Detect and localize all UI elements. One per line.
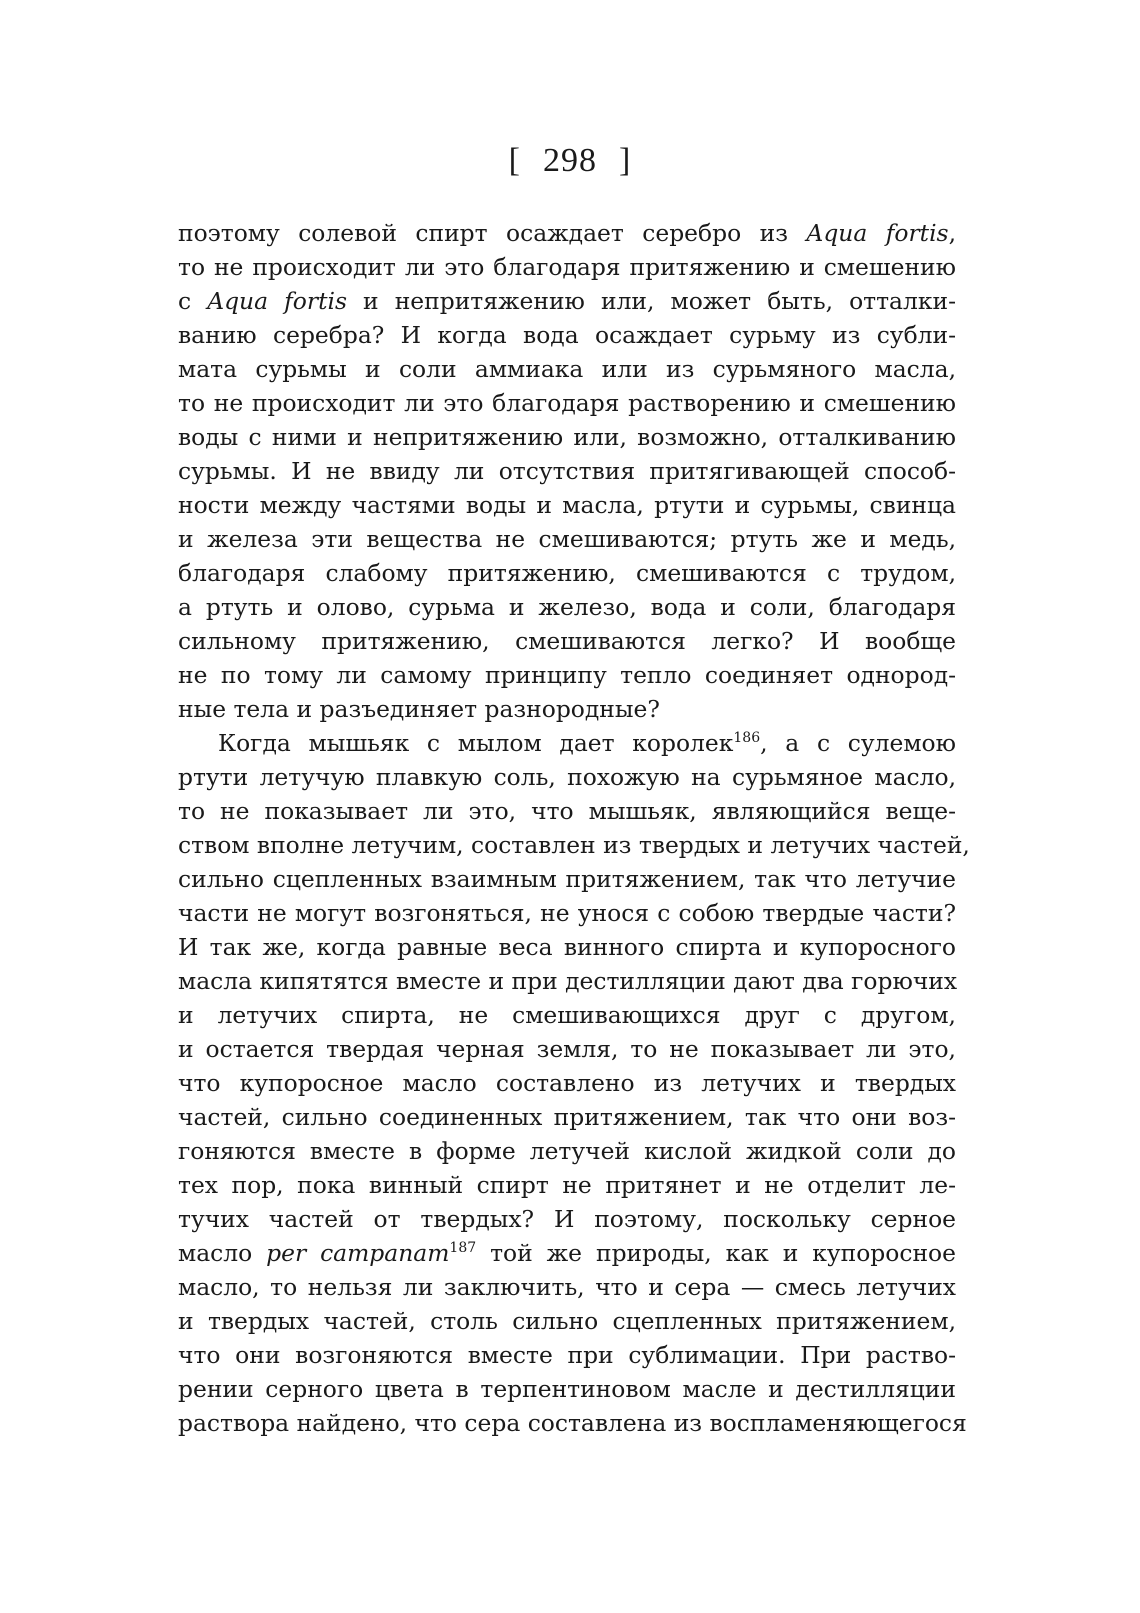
paragraph-1 bbox=[178, 216, 956, 726]
text-line: ртути летучую плавкую соль, похожую на сурьмяное масло, bbox=[178, 763, 956, 791]
text-line: частей, сильно соединенных притяжением, так что они воз- bbox=[178, 1103, 956, 1131]
text-line: мата сурьмы и соли аммиака или из сурьмяного масла, bbox=[178, 355, 956, 383]
footnote-marker-187[interactable]: 187 bbox=[449, 1240, 477, 1257]
text-line: и твердых частей, столь сильно сцепленных притяжением, bbox=[178, 1307, 956, 1335]
text-line: сильному притяжению, смешиваются легко? И вообще bbox=[178, 627, 956, 655]
text-line: масла кипятятся вместе и при дестилляции дают два горючих bbox=[178, 967, 958, 995]
text-line: и остается твердая черная земля, то не показывает ли это, bbox=[178, 1035, 956, 1063]
paragraph-2 bbox=[178, 726, 970, 1440]
page-number-value: 298 bbox=[543, 142, 597, 179]
body-text bbox=[178, 216, 970, 1440]
text-line: и летучих спирта, не смешивающихся друг с другом, bbox=[178, 1001, 956, 1029]
text-line: что купоросное масло составлено из летучих и твердых bbox=[178, 1069, 956, 1097]
text-line: сильно сцепленных взаимным притяжением, так что летучие bbox=[178, 865, 956, 893]
italic-term: Aqua fortis bbox=[806, 219, 949, 247]
text-line: ством вполне летучим, составлен из твердых и летучих частей, bbox=[178, 831, 970, 859]
text-line: И так же, когда равные веса винного спирта и купоросного bbox=[178, 933, 956, 961]
text-line: то не показывает ли это, что мышьяк, являющийся веще- bbox=[178, 797, 956, 825]
page-number-bracket-open: [ bbox=[508, 142, 521, 179]
text-line: то не происходит ли это благодаря растворению и смешению bbox=[178, 389, 956, 417]
text-line: тех пор, пока винный спирт не притянет и не отделит ле- bbox=[178, 1171, 956, 1199]
footnote-marker-186[interactable]: 186 bbox=[733, 730, 761, 747]
text-line: то не происходит ли это благодаря притяжению и смешению bbox=[178, 253, 956, 281]
text-line: ности между частями воды и масла, ртути и сурьмы, свинца bbox=[178, 491, 956, 519]
text-line: части не могут возгоняться, не унося с собою твердые части? bbox=[178, 899, 956, 927]
text-line: масло per campanam$^{187}$ той же природы, как и купоросное bbox=[178, 1239, 956, 1267]
text-line: рении серного цвета в терпентиновом масле и дестилляции bbox=[178, 1375, 956, 1403]
text-line: воды с ними и непритяжению или, возможно, отталкиванию bbox=[178, 423, 956, 451]
text-line: ванию серебра? И когда вода осаждает сурьму из субли- bbox=[178, 321, 956, 349]
text-line: масло, то нельзя ли заключить, что и сера — смесь летучих bbox=[178, 1273, 956, 1301]
text-line: а ртуть и олово, сурьма и железо, вода и соли, благодаря bbox=[178, 593, 956, 621]
text-line: гоняются вместе в форме летучей кислой жидкой соли до bbox=[178, 1137, 956, 1165]
page-number-bracket-close: ] bbox=[619, 142, 632, 179]
text-line: и железа эти вещества не смешиваются; ртуть же и медь, bbox=[178, 525, 956, 553]
italic-term: Aqua fortis bbox=[207, 287, 347, 315]
page-number bbox=[0, 142, 1140, 180]
italic-term: per campanam bbox=[266, 1239, 450, 1267]
text-line: благодаря слабому притяжению, смешиваются с трудом, bbox=[178, 559, 956, 587]
text-line: что они возгоняются вместе при сублимации. При раство- bbox=[178, 1341, 956, 1369]
text-line: с Aqua fortis и непритяжению или, может быть, отталки- bbox=[178, 287, 956, 315]
text-line: тучих частей от твердых? И поэтому, поскольку серное bbox=[178, 1205, 956, 1233]
text-line: сурьмы. И не ввиду ли отсутствия притягивающей способ- bbox=[178, 457, 956, 485]
text-line: раствора найдено, что сера составлена из воспламеняющегося bbox=[178, 1409, 967, 1437]
text-line: поэтому солевой спирт осаждает серебро из Aqua fortis, bbox=[178, 219, 956, 247]
text-line: не по тому ли самому принципу тепло соединяет однород- bbox=[178, 661, 956, 689]
text-line: Когда мышьяк с мылом дает королек$^{186}$, а с сулемою bbox=[218, 729, 956, 757]
text-line: ные тела и разъединяет разнородные? bbox=[178, 695, 660, 723]
